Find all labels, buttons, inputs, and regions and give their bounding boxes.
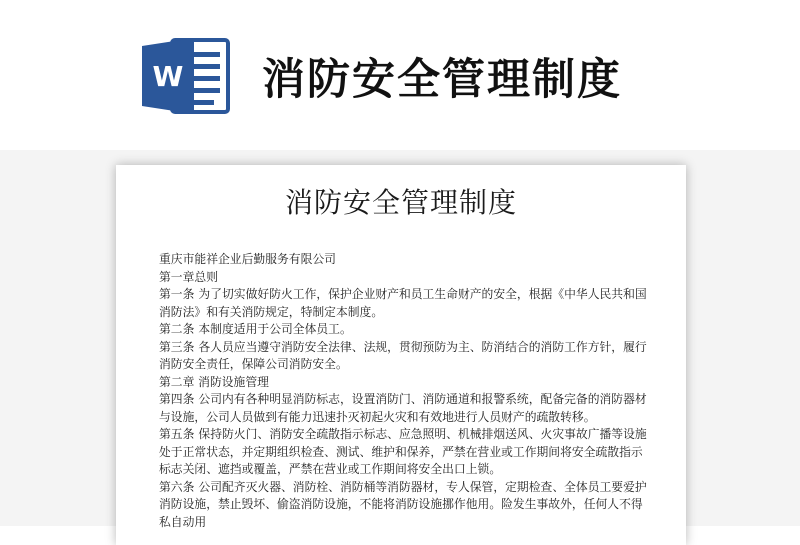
article-1	[159, 286, 649, 321]
document-title: 消防安全管理制度	[284, 186, 517, 219]
page-title: 消防安全管理制度	[262, 55, 622, 105]
article-5	[159, 426, 649, 479]
chapter-heading: 第一章总则	[159, 269, 218, 284]
company-name: 重庆市能祥企业后勤服务有限公司	[159, 252, 336, 266]
article-text: 为了切实做好防火工作，保护企业财产和员工生命财产的安全，根据《中华人民共和国消防法》和有关消防规定，特制定本制度。	[159, 287, 647, 319]
article-number: 第五条	[159, 427, 195, 441]
article-number: 第四条	[159, 392, 195, 406]
article-6	[159, 479, 649, 532]
article-number: 第二条	[159, 322, 195, 336]
article-text: 本制度适用于公司全体员工。	[198, 322, 352, 336]
article-text: 保持防火门、消防安全疏散指示标志、应急照明、机械排烟送风、火灾事故广播等设施处于正常状态，并定期组织检查、测试、维护和保养，严禁在营业或工作期间将安全疏散指示标志关闭、遮挡或覆盖，严禁在营业或工作期间将安全出口上锁。	[159, 427, 647, 476]
article-number: 第三条	[159, 339, 195, 354]
article-number: 第六条	[159, 479, 195, 494]
article-2	[159, 321, 649, 339]
article-text: 公司内有各种明显消防标志，设置消防门、消防通道和报警系统，配备完备的消防器材与设施，公司人员做到有能力迅速扑灭初起火灾和有效地进行人员财产的疏散转移。	[159, 392, 647, 424]
header-banner	[0, 0, 800, 150]
article-number: 第一条	[159, 287, 195, 301]
article-3	[159, 339, 649, 374]
article-text: 各人员应当遵守消防安全法律、法规，贯彻预防为主、防消结合的消防工作方针，履行消防安全责任，保障公司消防安全。	[159, 339, 647, 371]
article-text: 公司配齐灭火器、消防栓、消防桶等消防器材，专人保管，定期检查、全体员工要爱护消防设施，禁止毁坏、偷盗消防设施，不能将消防设施挪作他用。险发生事故外，任何人不得私自动用	[159, 479, 647, 529]
document-page	[116, 165, 686, 545]
word-document-icon	[142, 36, 234, 116]
chapter-heading: 第二章 消防设施管理	[159, 374, 269, 389]
document-body	[159, 251, 649, 531]
word-icon-letter: W	[152, 60, 184, 93]
article-4	[159, 391, 649, 426]
